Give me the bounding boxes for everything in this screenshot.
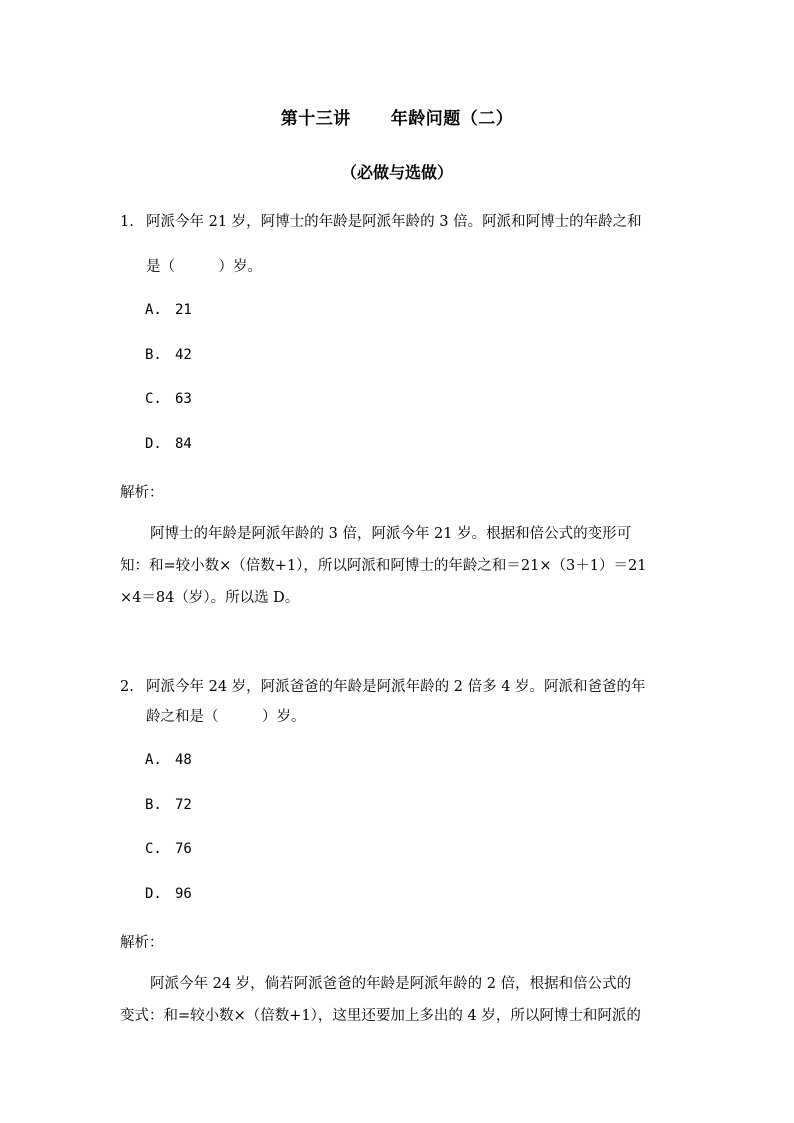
question-1-analysis-line-3: ×4＝84（岁）。所以选 D。 xyxy=(120,590,300,606)
question-2-option-b: B. 72 xyxy=(145,797,192,813)
page-subtitle: （必做与选做） xyxy=(340,163,453,182)
question-1-number: 1. xyxy=(120,214,134,230)
question-2-text-1: 阿派今年 24 岁，阿派爸爸的年龄是阿派年龄的 2 倍多 4 岁。阿派和爸爸的年 xyxy=(146,679,646,695)
question-1-option-c: C. 63 xyxy=(145,391,192,407)
question-1-line-1 xyxy=(120,212,642,232)
question-2-analysis-line-2: 变式：和=较小数×（倍数+1），这里还要加上多出的 4 岁，所以阿博士和阿派的 xyxy=(120,1008,641,1024)
question-2-option-c: C. 76 xyxy=(145,841,192,857)
question-1-analysis-line-2: 知：和=较小数×（倍数+1），所以阿派和阿博士的年龄之和＝21×（3＋1）＝21 xyxy=(120,558,647,574)
question-1-line-2: 是（ ）岁。 xyxy=(146,259,262,275)
question-1-analysis-label: 解析： xyxy=(120,485,164,501)
question-1-text-1: 阿派今年 21 岁，阿博士的年龄是阿派年龄的 3 倍。阿派和阿博士的年龄之和 xyxy=(146,214,642,230)
question-1-analysis-line-1: 阿博士的年龄是阿派年龄的 3 倍，阿派今年 21 岁。根据和倍公式的变形可 xyxy=(150,526,632,542)
lecture-topic: 年龄问题（二） xyxy=(390,109,514,129)
question-2-line-1 xyxy=(120,677,646,697)
question-2-number: 2. xyxy=(120,679,134,695)
question-2-option-d: D. 96 xyxy=(145,886,192,902)
question-2-option-a: A. 48 xyxy=(145,752,192,768)
question-1-option-a: A. 21 xyxy=(145,302,192,318)
lecture-number: 第十三讲 xyxy=(280,109,351,129)
question-2-analysis-line-1: 阿派今年 24 岁，倘若阿派爸爸的年龄是阿派年龄的 2 倍，根据和倍公式的 xyxy=(150,976,632,992)
question-2-line-2: 龄之和是（ ）岁。 xyxy=(146,709,306,725)
question-2-analysis-label: 解析： xyxy=(120,935,164,951)
page-title xyxy=(0,104,794,129)
question-1-option-d: D. 84 xyxy=(145,436,192,452)
question-1-option-b: B. 42 xyxy=(145,347,192,363)
